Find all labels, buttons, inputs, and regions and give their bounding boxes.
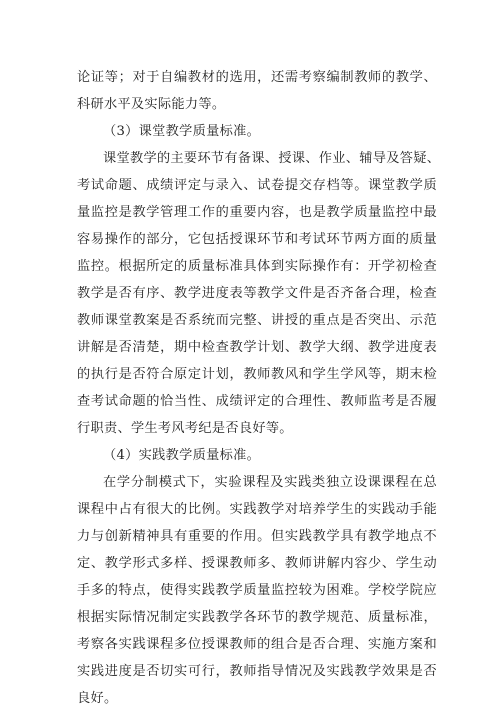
intro-paragraph <box>77 64 437 118</box>
paragraph-line: 论证等；对于自编教材的选用，还需考察编制教师的教学、 <box>77 70 437 85</box>
paragraph-line: 监控。根据所定的质量标准具体到实际操作有：开学初检查 <box>77 259 437 274</box>
section-paragraph-practice <box>77 469 437 712</box>
paragraph-line: 在学分制模式下，实验课程及实践类独立设课课程在总 <box>103 475 437 490</box>
paragraph-line: 定、教学形式多样、授课教师多、教师讲解内容少、学生动 <box>77 556 437 571</box>
paragraph-line: 根据实际情况制定实践教学各环节的教学规范、质量标准， <box>77 610 437 625</box>
paragraph-line: 考察各实践课程多位授课教师的组合是否合理、实施方案和 <box>77 637 437 652</box>
paragraph-line: 考试命题、成绩评定与录入、试卷提交存档等。课堂教学质 <box>77 178 437 193</box>
paragraph-line: 容易操作的部分，它包括授课环节和考试环节两方面的质量 <box>77 232 437 247</box>
paragraph-line: 良好。 <box>77 691 118 706</box>
paragraph-line: 讲解是否清楚，期中检查教学计划、教学大纲、教学进度表 <box>77 340 437 355</box>
paragraph-line: 查考试命题的恰当性、成绩评定的合理性、教师监考是否履 <box>77 394 437 409</box>
paragraph-line: 课堂教学的主要环节有备课、授课、作业、辅导及答疑、 <box>103 151 441 166</box>
paragraph-line: 行职责、学生考风考纪是否良好等。 <box>77 421 293 436</box>
paragraph-line: 实践进度是否切实可行，教师指导情况及实践教学效果是否 <box>77 664 437 679</box>
paragraph-line: 教师课堂教案是否系统而完整、讲授的重点是否突出、示范 <box>77 313 437 328</box>
paragraph-line: 课程中占有很大的比例。实践教学对培养学生的实践动手能 <box>77 502 437 517</box>
paragraph-line: 教学是否有序、教学进度表等教学文件是否齐备合理，检查 <box>77 286 437 301</box>
section-heading-practice: （4）实践教学质量标准。 <box>103 448 261 463</box>
paragraph-line: 力与创新精神具有重要的作用。但实践教学具有教学地点不 <box>77 529 437 544</box>
paragraph-line: 科研水平及实际能力等。 <box>77 97 226 112</box>
section-heading-classroom: （3）课堂教学质量标准。 <box>103 124 261 139</box>
section-paragraph-classroom <box>77 145 441 442</box>
paragraph-line: 量监控是教学管理工作的重要内容，也是教学质量监控中最 <box>77 205 437 220</box>
paragraph-line: 手多的特点，使得实践教学质量监控较为困难。学校学院应 <box>77 583 437 598</box>
paragraph-line: 的执行是否符合原定计划，教师教风和学生学风等，期末检 <box>77 367 437 382</box>
document-page <box>77 64 441 712</box>
